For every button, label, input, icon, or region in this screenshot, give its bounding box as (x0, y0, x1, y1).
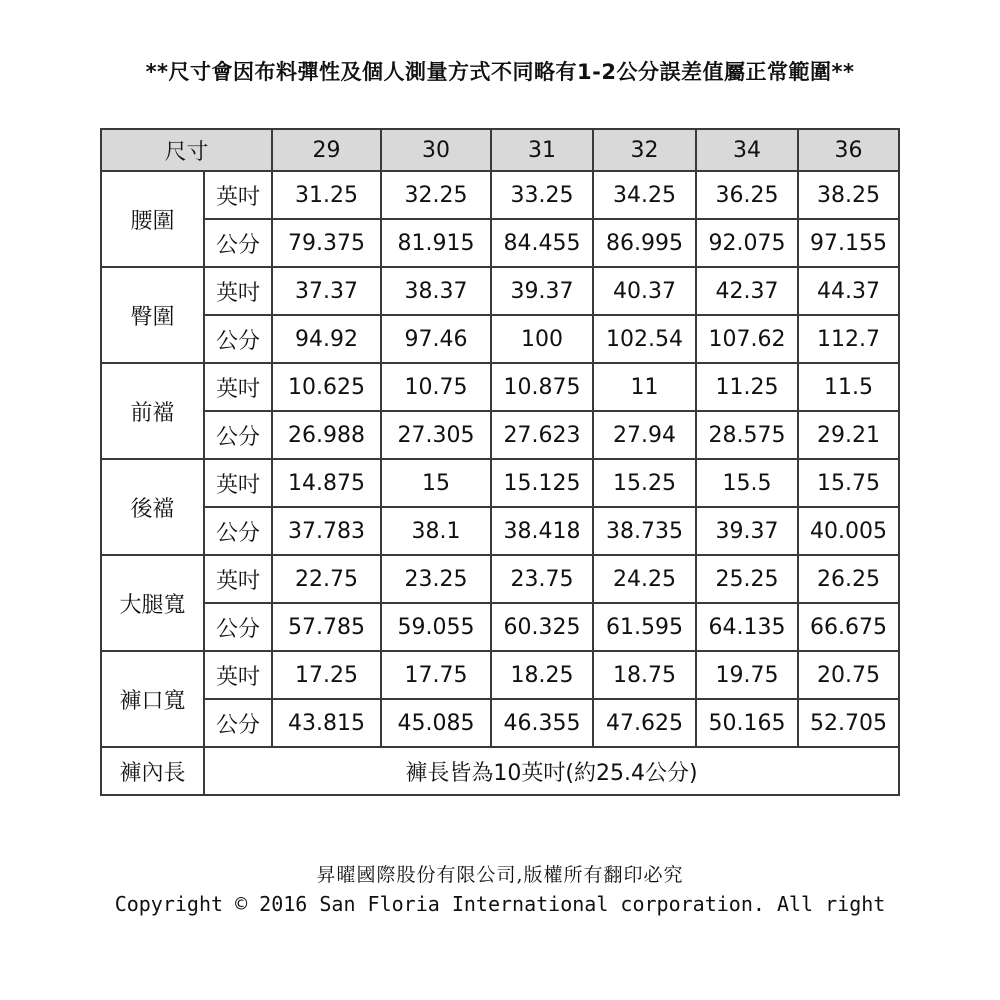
value-cell-inch: 15.5 (696, 459, 798, 507)
measurement-category: 褲口寬 (101, 651, 204, 747)
measurement-category: 臀圍 (101, 267, 204, 363)
value-cell-inch: 19.75 (696, 651, 798, 699)
value-cell-cm: 26.988 (272, 411, 381, 459)
value-cell-cm: 66.675 (798, 603, 899, 651)
value-cell-inch: 22.75 (272, 555, 381, 603)
header-size-32: 32 (593, 129, 696, 171)
measurement-row-inch (101, 363, 899, 411)
measurement-row-inch (101, 555, 899, 603)
value-cell-inch: 42.37 (696, 267, 798, 315)
unit-label-cm: 公分 (204, 315, 272, 363)
value-cell-inch: 17.25 (272, 651, 381, 699)
value-cell-inch: 11 (593, 363, 696, 411)
value-cell-cm: 37.783 (272, 507, 381, 555)
header-size-36: 36 (798, 129, 899, 171)
measurement-row-cm (101, 699, 899, 747)
value-cell-cm: 81.915 (381, 219, 491, 267)
value-cell-cm: 84.455 (491, 219, 593, 267)
value-cell-inch: 23.75 (491, 555, 593, 603)
value-cell-inch: 10.625 (272, 363, 381, 411)
value-cell-cm: 100 (491, 315, 593, 363)
unit-label-inch: 英吋 (204, 555, 272, 603)
value-cell-cm: 27.94 (593, 411, 696, 459)
value-cell-cm: 47.625 (593, 699, 696, 747)
value-cell-inch: 15.125 (491, 459, 593, 507)
value-cell-inch: 38.25 (798, 171, 899, 219)
value-cell-inch: 24.25 (593, 555, 696, 603)
measurement-row-cm (101, 603, 899, 651)
value-cell-cm: 60.325 (491, 603, 593, 651)
value-cell-cm: 50.165 (696, 699, 798, 747)
value-cell-inch: 20.75 (798, 651, 899, 699)
header-size-label: 尺寸 (101, 129, 272, 171)
unit-label-cm: 公分 (204, 219, 272, 267)
value-cell-inch: 10.75 (381, 363, 491, 411)
value-cell-cm: 64.135 (696, 603, 798, 651)
value-cell-inch: 44.37 (798, 267, 899, 315)
value-cell-inch: 38.37 (381, 267, 491, 315)
unit-label-cm: 公分 (204, 699, 272, 747)
value-cell-cm: 52.705 (798, 699, 899, 747)
value-cell-cm: 27.305 (381, 411, 491, 459)
value-cell-inch: 37.37 (272, 267, 381, 315)
inseam-row (101, 747, 899, 795)
value-cell-inch: 15.25 (593, 459, 696, 507)
footer-company-notice: 昇曜國際股份有限公司,版權所有翻印必究 (316, 864, 684, 886)
value-cell-cm: 43.815 (272, 699, 381, 747)
size-chart-table (100, 128, 900, 796)
value-cell-inch: 18.25 (491, 651, 593, 699)
value-cell-inch: 23.25 (381, 555, 491, 603)
inseam-note: 褲長皆為10英吋(約25.4公分) (204, 747, 899, 795)
value-cell-cm: 28.575 (696, 411, 798, 459)
measurement-row-cm (101, 219, 899, 267)
unit-label-inch: 英吋 (204, 171, 272, 219)
unit-label-cm: 公分 (204, 507, 272, 555)
value-cell-cm: 29.21 (798, 411, 899, 459)
value-cell-cm: 59.055 (381, 603, 491, 651)
value-cell-cm: 102.54 (593, 315, 696, 363)
measurement-category: 前襠 (101, 363, 204, 459)
measurement-row-cm (101, 411, 899, 459)
unit-label-inch: 英吋 (204, 267, 272, 315)
value-cell-inch: 11.25 (696, 363, 798, 411)
value-cell-inch: 33.25 (491, 171, 593, 219)
value-cell-inch: 11.5 (798, 363, 899, 411)
unit-label-inch: 英吋 (204, 459, 272, 507)
value-cell-cm: 46.355 (491, 699, 593, 747)
value-cell-cm: 45.085 (381, 699, 491, 747)
unit-label-cm: 公分 (204, 603, 272, 651)
value-cell-inch: 25.25 (696, 555, 798, 603)
value-cell-inch: 18.75 (593, 651, 696, 699)
value-cell-inch: 14.875 (272, 459, 381, 507)
value-cell-inch: 10.875 (491, 363, 593, 411)
header-size-30: 30 (381, 129, 491, 171)
value-cell-inch: 17.75 (381, 651, 491, 699)
value-cell-cm: 40.005 (798, 507, 899, 555)
measurement-row-cm (101, 315, 899, 363)
value-cell-inch: 15.75 (798, 459, 899, 507)
table-body (101, 171, 899, 795)
value-cell-cm: 94.92 (272, 315, 381, 363)
measurement-row-inch (101, 459, 899, 507)
value-cell-inch: 36.25 (696, 171, 798, 219)
value-cell-cm: 97.46 (381, 315, 491, 363)
value-cell-inch: 15 (381, 459, 491, 507)
measurement-category: 腰圍 (101, 171, 204, 267)
measurement-row-cm (101, 507, 899, 555)
unit-label-inch: 英吋 (204, 651, 272, 699)
value-cell-cm: 39.37 (696, 507, 798, 555)
measurement-category: 後襠 (101, 459, 204, 555)
value-cell-inch: 32.25 (381, 171, 491, 219)
value-cell-cm: 27.623 (491, 411, 593, 459)
value-cell-inch: 34.25 (593, 171, 696, 219)
value-cell-cm: 57.785 (272, 603, 381, 651)
value-cell-inch: 26.25 (798, 555, 899, 603)
measurement-row-inch (101, 651, 899, 699)
value-cell-cm: 38.735 (593, 507, 696, 555)
value-cell-cm: 38.1 (381, 507, 491, 555)
value-cell-cm: 79.375 (272, 219, 381, 267)
measurement-row-inch (101, 267, 899, 315)
value-cell-cm: 107.62 (696, 315, 798, 363)
value-cell-inch: 40.37 (593, 267, 696, 315)
unit-label-cm: 公分 (204, 411, 272, 459)
value-cell-inch: 39.37 (491, 267, 593, 315)
header-size-34: 34 (696, 129, 798, 171)
value-cell-cm: 61.595 (593, 603, 696, 651)
value-cell-inch: 31.25 (272, 171, 381, 219)
measurement-category: 大腿寬 (101, 555, 204, 651)
value-cell-cm: 38.418 (491, 507, 593, 555)
value-cell-cm: 97.155 (798, 219, 899, 267)
inseam-category: 褲內長 (101, 747, 204, 795)
unit-label-inch: 英吋 (204, 363, 272, 411)
header-size-31: 31 (491, 129, 593, 171)
value-cell-cm: 112.7 (798, 315, 899, 363)
header-row (101, 129, 899, 171)
value-cell-cm: 92.075 (696, 219, 798, 267)
header-size-29: 29 (272, 129, 381, 171)
page-title: **尺寸會因布料彈性及個人測量方式不同略有1-2公分誤差值屬正常範圍** (145, 60, 855, 84)
measurement-row-inch (101, 171, 899, 219)
value-cell-cm: 86.995 (593, 219, 696, 267)
footer-copyright: Copyright © 2016 San Floria International corporation. All right (114, 892, 886, 916)
